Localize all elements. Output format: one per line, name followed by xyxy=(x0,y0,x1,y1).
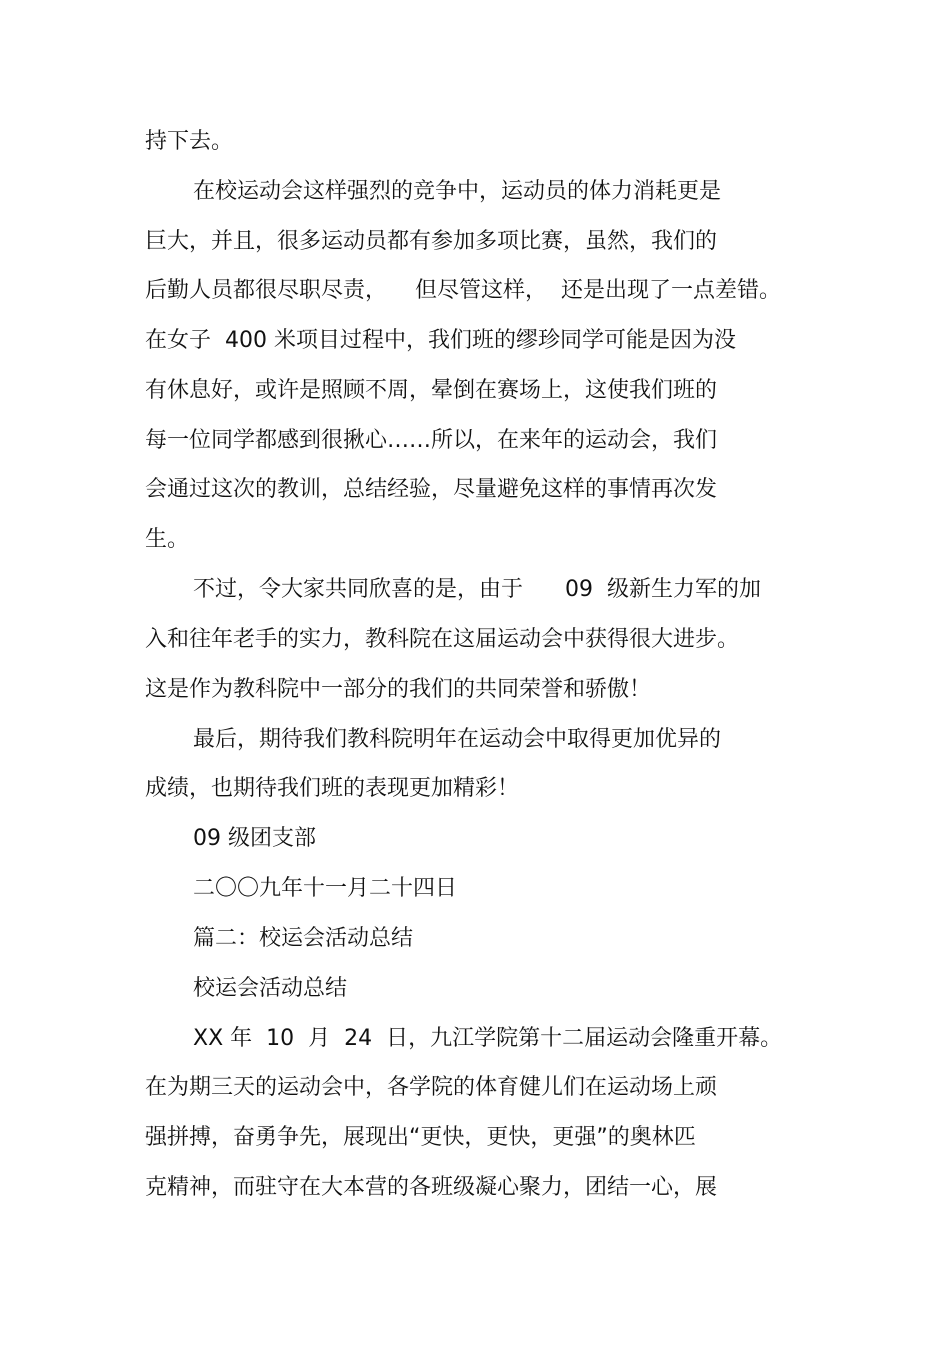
text-line-20: 在为期三天的运动会中，各学院的体育健儿们在运动场上顽 xyxy=(145,1075,718,1100)
text-line-8: 会通过这次的教训，总结经验，尽量避免这样的事情再次发 xyxy=(145,477,718,502)
text-line-19: XX 年 10 月 24 日，九江学院第十二届运动会隆重开幕。 xyxy=(193,1026,783,1051)
text-line-7: 每一位同学都感到很揪心……所以，在来年的运动会，我们 xyxy=(145,428,718,453)
text-line-11: 入和往年老手的实力，教科院在这届运动会中获得很大进步。 xyxy=(145,627,740,652)
signature-department: 09 级团支部 xyxy=(193,826,316,851)
text-line-3: 巨大，并且，很多运动员都有参加多项比赛，虽然，我们的 xyxy=(145,229,718,254)
text-line-2: 在校运动会这样强烈的竞争中，运动员的体力消耗更是 xyxy=(193,179,722,204)
text-line-14: 成绩，也期待我们班的表现更加精彩！ xyxy=(145,776,520,801)
section-heading: 篇二：校运会活动总结 xyxy=(193,926,414,951)
text-line-9: 生。 xyxy=(145,527,190,552)
text-line-22: 克精神，而驻守在大本营的各班级凝心聚力，团结一心，展 xyxy=(145,1175,718,1200)
text-line-13: 最后，期待我们教科院明年在运动会中取得更加优异的 xyxy=(193,727,722,752)
text-line-1: 持下去。 xyxy=(145,129,234,154)
signature-date: 二〇〇九年十一月二十四日 xyxy=(193,876,458,901)
text-line-12: 这是作为教科院中一部分的我们的共同荣誉和骄傲！ xyxy=(145,677,652,702)
text-line-21: 强拼搏，奋勇争先，展现出“更快，更快，更强”的奥林匹 xyxy=(145,1125,696,1150)
section-title: 校运会活动总结 xyxy=(193,976,348,1001)
text-line-5: 在女子 400 米项目过程中，我们班的缪珍同学可能是因为没 xyxy=(145,328,736,353)
text-line-6: 有休息好，或许是照顾不周，晕倒在赛场上，这使我们班的 xyxy=(145,378,718,403)
text-line-10: 不过，令大家共同欣喜的是，由于 09 级新生力军的加 xyxy=(193,577,761,602)
text-line-4: 后勤人员都很尽职尽责， 但尽管这样， 还是出现了一点差错。 xyxy=(145,278,781,303)
